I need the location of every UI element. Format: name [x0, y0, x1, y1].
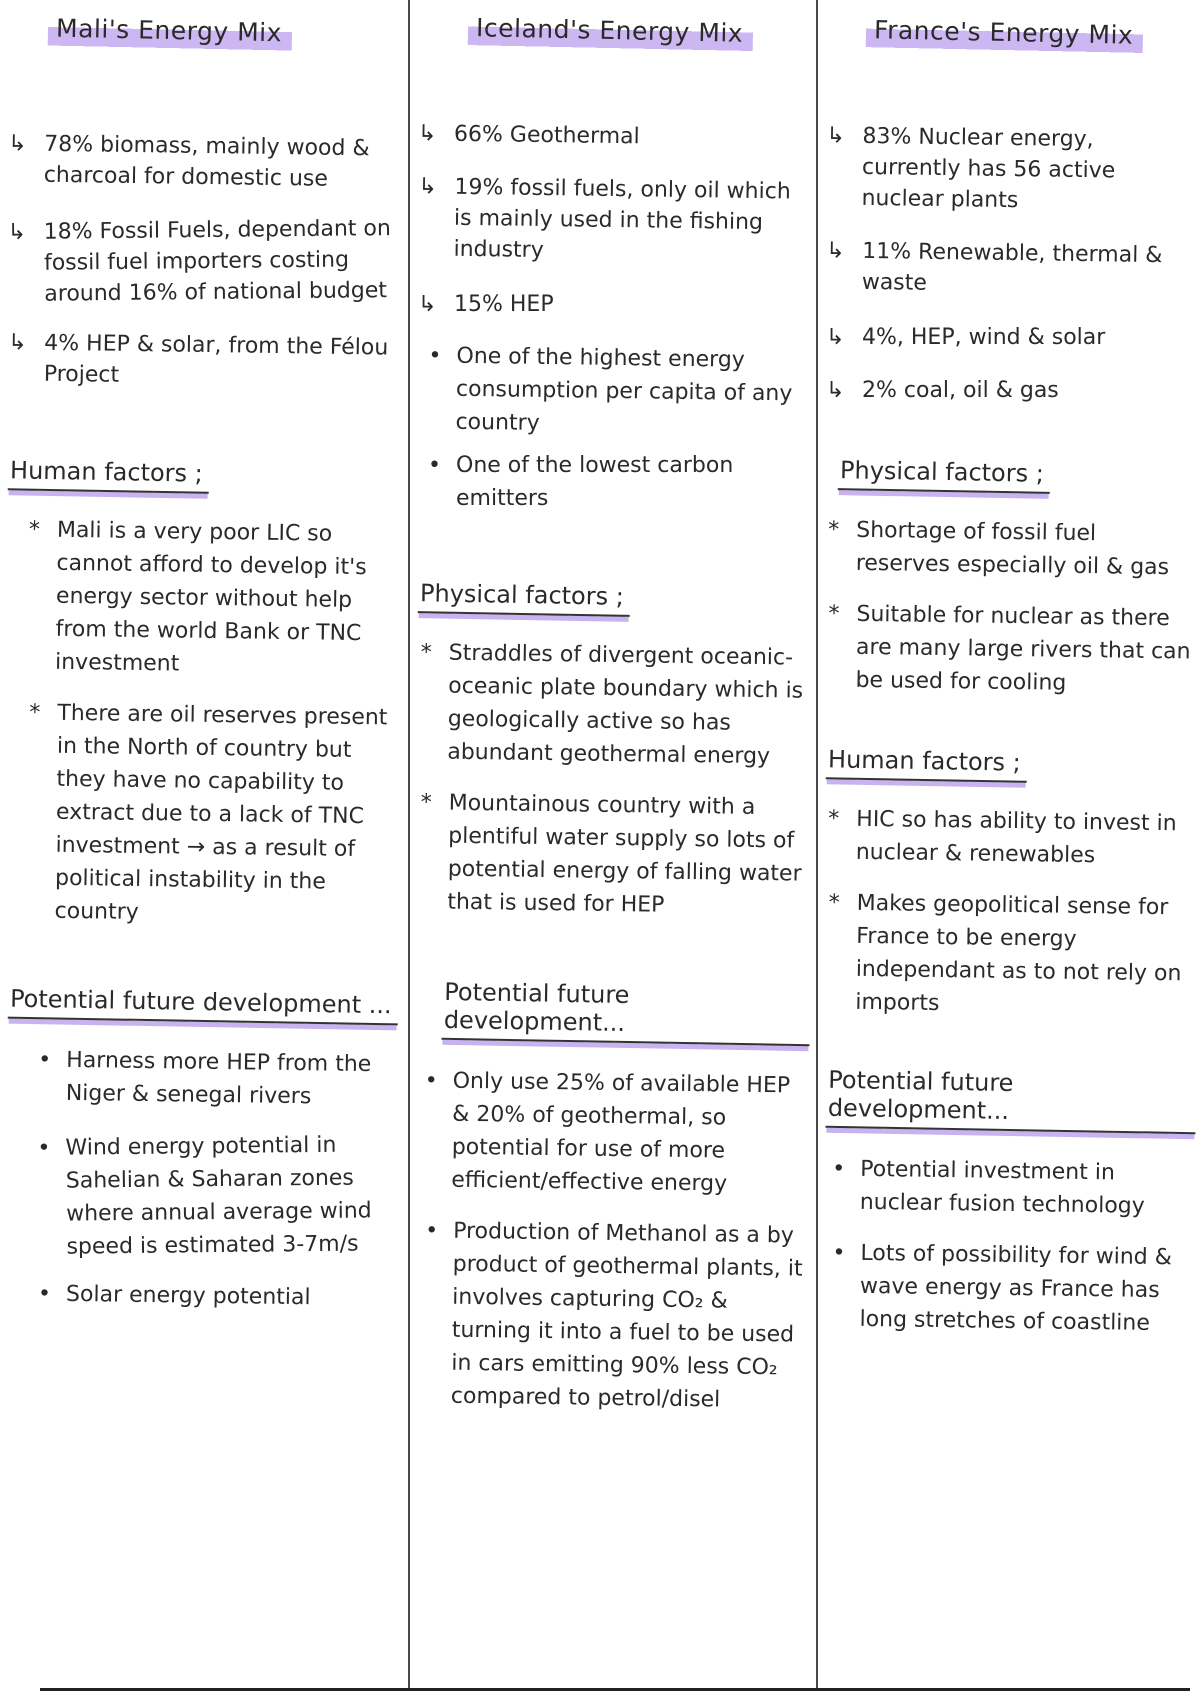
iceland-notes-list — [418, 342, 810, 515]
mali-human-item — [24, 696, 404, 932]
france-mix-text: 11% Renewable, thermal & waste — [861, 238, 1163, 296]
iceland-future-text: Only use 25% of available HEP & 20% of geothermal, so potential for use of more efficient/effective energy — [451, 1068, 791, 1197]
iceland-title: Iceland's Energy Mix — [468, 11, 754, 54]
mali-human-heading: Human factors ; — [8, 456, 209, 493]
star-bullet-icon: * — [420, 790, 432, 816]
mali-future-item — [36, 1277, 403, 1315]
iceland-future-text: Production of Methanol as a by product of geothermal plants, it involves capturing CO₂ & turning it into a fuel to be used in cars emitting 90% less CO₂ compared to petrol/disel — [450, 1218, 803, 1413]
dot-bullet-icon: • — [832, 1156, 846, 1182]
iceland-note-item — [426, 449, 810, 515]
france-human-heading: Human factors ; — [826, 745, 1027, 782]
arrow-icon: ↳ — [7, 219, 27, 246]
france-future-item — [829, 1236, 1196, 1340]
arrow-icon: ↳ — [826, 325, 845, 350]
iceland-mix-text: 19% fossil fuels, only oil which is mainly used in the fishing industry — [453, 174, 791, 264]
arrow-icon: ↳ — [418, 174, 438, 200]
dot-bullet-icon: • — [428, 453, 441, 478]
iceland-future-item — [421, 1064, 811, 1201]
mali-future-list — [8, 1046, 403, 1313]
mali-column — [8, 0, 403, 1680]
star-bullet-icon: * — [828, 890, 840, 916]
star-bullet-icon: * — [29, 700, 41, 726]
star-bullet-icon: * — [420, 640, 432, 666]
iceland-future-item — [421, 1214, 812, 1417]
iceland-mix-item — [418, 289, 810, 320]
iceland-note-text: One of the highest energy consumption per capita of any country — [455, 343, 793, 436]
iceland-physical-text: Mountainous country with a plentiful water supply so lots of potential energy of falling water that is used for HEP — [447, 790, 802, 918]
mali-future-text: Solar energy potential — [65, 1281, 311, 1311]
dot-bullet-icon: • — [37, 1281, 52, 1307]
mali-title: Mali's Energy Mix — [48, 11, 293, 53]
france-physical-item — [826, 513, 1197, 584]
dot-bullet-icon: • — [38, 1047, 52, 1073]
mali-future-text: Harness more HEP from the Niger & senegal rivers — [65, 1047, 372, 1110]
iceland-physical-item — [417, 636, 811, 773]
france-human-text: Makes geopolitical sense for France to be energy independant as to not rely on imports — [855, 890, 1182, 1017]
dot-bullet-icon: • — [37, 1135, 51, 1161]
mali-mix-item — [8, 213, 404, 310]
mali-future-item — [36, 1043, 404, 1114]
france-human-text: HIC so has ability to invest in nuclear & renewables — [855, 806, 1177, 869]
iceland-future-heading: Potential future development... — [441, 978, 810, 1046]
france-mix-item — [826, 322, 1196, 353]
mali-human-list — [8, 516, 403, 930]
mali-human-item — [25, 513, 404, 683]
dot-bullet-icon: • — [832, 1240, 846, 1266]
iceland-physical-list — [418, 639, 810, 921]
mali-future-heading: Potential future development ... — [8, 985, 398, 1026]
iceland-note-text: One of the lowest carbon emitters — [456, 453, 734, 511]
france-physical-text: Suitable for nuclear as there are many large rivers that can be used for cooling — [855, 601, 1191, 696]
france-human-item — [826, 802, 1197, 873]
iceland-physical-item — [417, 786, 811, 923]
mali-mix-item — [8, 327, 404, 395]
france-physical-item — [825, 597, 1196, 701]
bottom-rule — [40, 1688, 1190, 1691]
star-bullet-icon: * — [28, 517, 41, 543]
dot-bullet-icon: • — [424, 1218, 439, 1244]
mali-human-text: There are oil reserves present in the North of country but they have no capability to extract due to a lack of TNC investment → as a result of political instability in the country — [54, 700, 388, 925]
iceland-physical-text: Straddles of divergent oceanic-oceanic plate boundary which is geologically active so has abundant geothermal energy — [447, 640, 804, 770]
france-future-text: Lots of possibility for wind & wave energy as France has long stretches of coastline — [859, 1240, 1173, 1336]
france-mix-text: 4%, HEP, wind & solar — [862, 325, 1106, 350]
star-bullet-icon: * — [828, 601, 840, 627]
mali-mix-item — [8, 128, 404, 196]
france-mix-item — [825, 120, 1196, 218]
mali-mix-list — [8, 131, 403, 392]
star-bullet-icon: * — [828, 806, 840, 832]
mali-human-text: Mali is a very poor LIC so cannot afford to develop it's energy sector without help from the world Bank or TNC investment — [54, 517, 367, 677]
france-future-item — [830, 1152, 1197, 1223]
iceland-mix-text: 66% Geothermal — [453, 121, 640, 150]
france-mix-item — [826, 375, 1196, 406]
france-mix-item — [826, 235, 1197, 302]
mali-mix-text: 18% Fossil Fuels, dependant on fossil fuel importers costing around 16% of national budget — [43, 216, 392, 307]
mali-mix-text: 78% biomass, mainly wood & charcoal for domestic use — [43, 131, 370, 192]
arrow-icon: ↳ — [8, 330, 27, 356]
column-divider-left — [408, 0, 410, 1690]
iceland-physical-heading: Physical factors ; — [418, 579, 630, 617]
arrow-icon: ↳ — [826, 123, 846, 149]
mali-mix-text: 4% HEP & solar, from the Félou Project — [43, 330, 389, 388]
france-human-item — [825, 886, 1197, 1023]
iceland-mix-list — [418, 121, 810, 320]
france-future-text: Potential investment in nuclear fusion technology — [859, 1156, 1145, 1219]
mali-future-item — [35, 1128, 403, 1264]
france-column — [826, 0, 1196, 1680]
france-physical-text: Shortage of fossil fuel reserves especially oil & gas — [855, 517, 1170, 581]
dot-bullet-icon: • — [428, 343, 442, 369]
france-physical-list — [826, 516, 1196, 699]
france-physical-heading: Physical factors ; — [838, 456, 1050, 494]
france-mix-text: 83% Nuclear energy, currently has 56 active nuclear plants — [861, 123, 1116, 214]
mali-future-text: Wind energy potential in Sahelian & Saharan zones where annual average wind speed is estimated 3-7m/s — [65, 1132, 372, 1260]
france-future-heading: Potential future development... — [825, 1066, 1196, 1134]
france-mix-text: 2% coal, oil & gas — [862, 378, 1059, 403]
iceland-mix-text: 15% HEP — [454, 292, 554, 317]
arrow-icon: ↳ — [8, 131, 27, 157]
france-title: France's Energy Mix — [866, 13, 1144, 56]
france-mix-list — [826, 123, 1196, 406]
iceland-future-list — [418, 1067, 810, 1415]
star-bullet-icon: * — [828, 517, 840, 543]
arrow-icon: ↳ — [826, 378, 845, 403]
iceland-mix-item — [418, 118, 810, 154]
arrow-icon: ↳ — [418, 292, 437, 317]
france-human-list — [826, 805, 1196, 1021]
arrow-icon: ↳ — [826, 238, 845, 264]
iceland-note-item — [425, 339, 810, 443]
arrow-icon: ↳ — [417, 121, 437, 147]
france-future-list — [826, 1155, 1196, 1338]
iceland-column — [418, 0, 810, 1680]
dot-bullet-icon: • — [424, 1068, 438, 1094]
column-divider-right — [816, 0, 818, 1690]
iceland-mix-item — [417, 171, 810, 269]
